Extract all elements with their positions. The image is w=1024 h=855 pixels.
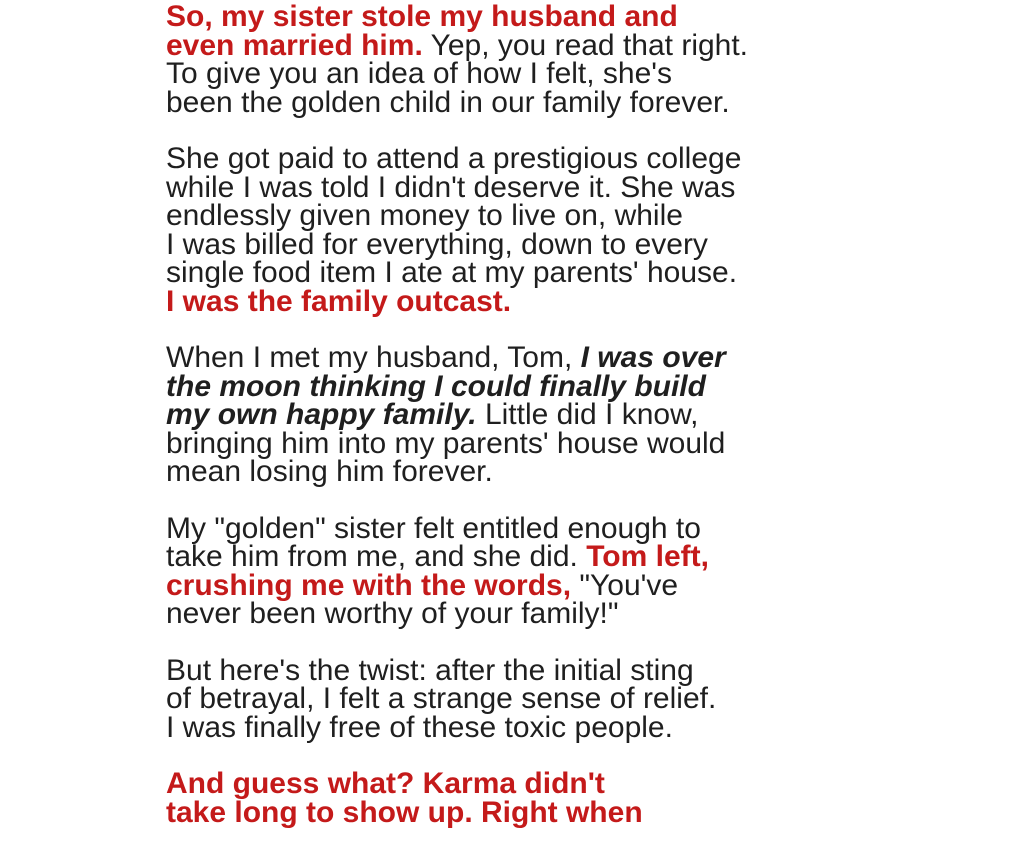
- text-segment: Little did I know,: [476, 398, 699, 431]
- text-segment: Yep, you read that right.: [422, 28, 749, 62]
- text-segment: I was billed for everything, down to every: [166, 227, 708, 261]
- text-line: [166, 57, 866, 90]
- text-line: [166, 795, 866, 829]
- text-segment: while I was told I didn't deserve it. She was: [166, 170, 736, 204]
- text-line: [166, 170, 866, 204]
- text-line: [166, 540, 866, 573]
- text-line: [166, 85, 866, 119]
- text-line: [166, 597, 866, 630]
- text-segment: When I met my husband, Tom,: [166, 341, 581, 374]
- text-segment: endlessly given money to live on, while: [166, 199, 683, 232]
- paragraph: [166, 341, 866, 488]
- highlighted-text: crushing me with the words,: [166, 568, 572, 602]
- text-line: [166, 511, 866, 545]
- highlighted-text: So, my sister stole my husband and: [166, 0, 678, 33]
- paragraph: [166, 511, 866, 630]
- text-segment: been the golden child in our family forever.: [166, 85, 730, 119]
- text-segment: To give you an idea of how I felt, she's: [166, 57, 673, 90]
- text-line: [166, 653, 866, 687]
- text-line: [166, 682, 866, 715]
- emphasized-text: I was over: [580, 341, 726, 374]
- highlighted-text: take long to show up. Right when: [166, 795, 643, 829]
- text-segment: bringing him into my parents' house would: [166, 426, 726, 460]
- paragraph: [166, 142, 866, 318]
- text-segment: "You've: [571, 568, 679, 602]
- paragraph: [166, 653, 866, 744]
- text-segment: single food item I ate at my parents' house.: [166, 256, 738, 289]
- text-segment: never been worthy of your family!": [166, 597, 619, 630]
- highlighted-text: Tom left,: [586, 540, 709, 573]
- text-line: [166, 227, 866, 261]
- text-line: [166, 369, 866, 403]
- text-line: [166, 0, 866, 33]
- text-line: [166, 426, 866, 460]
- emphasized-text: my own happy family.: [166, 398, 477, 431]
- text-segment: She got paid to attend a prestigious college: [166, 142, 742, 175]
- text-segment: of betrayal, I felt a strange sense of relief.: [166, 682, 717, 715]
- text-line: [166, 341, 866, 374]
- highlighted-text: I was the family outcast.: [166, 284, 512, 318]
- text-segment: But here's the twist: after the initial sting: [166, 653, 694, 687]
- text-line: [166, 710, 866, 744]
- text-line: [166, 455, 866, 488]
- paragraph: [166, 767, 866, 829]
- text-line: [166, 199, 866, 232]
- emphasized-text: the moon thinking I could finally build: [166, 369, 706, 403]
- story-text: [166, 0, 866, 855]
- text-line: [166, 256, 866, 289]
- text-segment: take him from me, and she did.: [166, 540, 587, 573]
- text-line: [166, 767, 866, 800]
- text-segment: mean losing him forever.: [166, 455, 493, 488]
- text-line: [166, 568, 866, 602]
- highlighted-text: And guess what? Karma didn't: [166, 767, 605, 800]
- paragraph: [166, 0, 866, 119]
- text-line: [166, 284, 866, 318]
- text-segment: I was finally free of these toxic people.: [166, 710, 673, 744]
- text-segment: My "golden" sister felt entitled enough to: [166, 511, 701, 545]
- text-line: [166, 142, 866, 175]
- text-line: [166, 28, 866, 62]
- highlighted-text: even married him.: [166, 28, 423, 62]
- text-line: [166, 398, 866, 431]
